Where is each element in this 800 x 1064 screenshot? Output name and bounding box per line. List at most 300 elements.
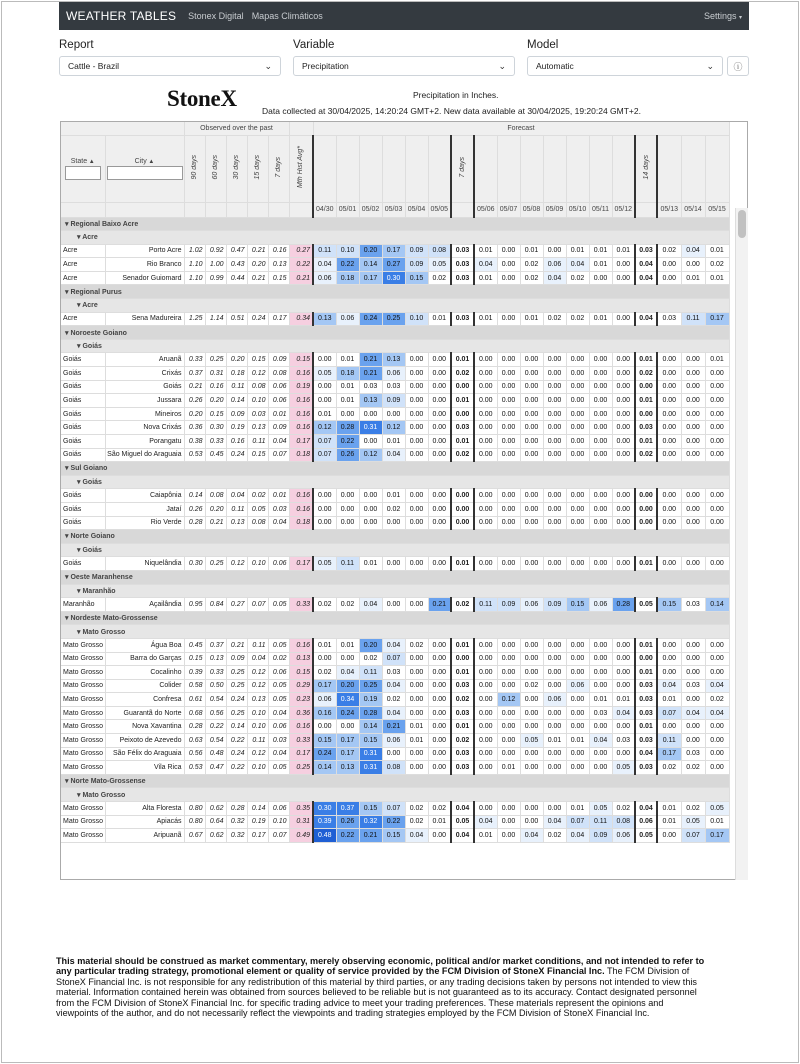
forecast-cell: 0.00 bbox=[589, 720, 612, 734]
forecast-cell: 0.00 bbox=[405, 353, 428, 367]
collapse-caret-icon: ▾ bbox=[77, 628, 83, 636]
region-group-cell[interactable] bbox=[61, 326, 729, 340]
forecast-cell: 0.00 bbox=[543, 244, 566, 258]
forecast-cell: 0.00 bbox=[543, 421, 566, 435]
forecast-cell: 0.14 bbox=[313, 761, 336, 775]
forecast-cell: 0.00 bbox=[497, 367, 520, 381]
forecast-cell: 0.00 bbox=[681, 448, 705, 462]
state-group-cell[interactable] bbox=[61, 584, 729, 598]
forecast-cell: 0.00 bbox=[681, 502, 705, 516]
forecast-cell: 0.28 bbox=[612, 598, 635, 612]
table-row[interactable] bbox=[61, 258, 729, 272]
forecast-cell: 0.03 bbox=[681, 747, 705, 761]
forecast-cell: 0.00 bbox=[543, 557, 566, 571]
forecast-cell: 0.00 bbox=[520, 666, 543, 680]
forecast-cell: 0.06 bbox=[566, 679, 589, 693]
forecast-cell: 0.04 bbox=[705, 679, 729, 693]
forecast-cell: 0.02 bbox=[681, 761, 705, 775]
forecast-cell: 0.03 bbox=[657, 312, 681, 326]
forecast-cell: 0.00 bbox=[474, 421, 497, 435]
hist-avg-cell: 0.16 bbox=[289, 394, 313, 408]
column-obs-header[interactable] bbox=[247, 135, 268, 202]
forecast-cell: 0.09 bbox=[405, 258, 428, 272]
forecast-cell: 0.15 bbox=[382, 829, 405, 843]
observed-cell: 0.20 bbox=[247, 258, 268, 272]
forecast-cell: 0.00 bbox=[474, 734, 497, 748]
forecast-cell: 0.04 bbox=[382, 706, 405, 720]
forecast-cell: 0.01 bbox=[566, 802, 589, 816]
hist-avg-cell: 0.49 bbox=[289, 829, 313, 843]
forecast-cell: 0.09 bbox=[497, 598, 520, 612]
region-group-row[interactable] bbox=[61, 774, 729, 788]
forecast-cell: 0.00 bbox=[612, 407, 635, 421]
observed-cell: 0.04 bbox=[268, 516, 289, 530]
scrollbar-thumb[interactable] bbox=[738, 210, 746, 238]
variable-select[interactable] bbox=[293, 56, 515, 76]
forecast-cell: 0.04 bbox=[474, 815, 497, 829]
header-column-row bbox=[61, 135, 729, 202]
region-name: Sul Goiano bbox=[70, 465, 108, 473]
table-row[interactable] bbox=[61, 652, 729, 666]
forecast-cell: 0.00 bbox=[566, 448, 589, 462]
forecast-cell: 0.01 bbox=[474, 312, 497, 326]
header-date-row bbox=[61, 202, 729, 217]
forecast-cell: 0.00 bbox=[543, 407, 566, 421]
city-filter-input[interactable] bbox=[107, 166, 183, 180]
app-title[interactable]: WEATHER TABLES bbox=[66, 9, 177, 23]
forecast-cell: 0.00 bbox=[497, 829, 520, 843]
hist-avg-cell: 0.15 bbox=[289, 353, 313, 367]
forecast-cell: 0.00 bbox=[566, 380, 589, 394]
forecast-header-spacer bbox=[589, 135, 612, 202]
table-scrollbar[interactable] bbox=[735, 208, 748, 880]
city-cell: Alta Floresta bbox=[105, 802, 184, 816]
city-cell: Porangatu bbox=[105, 435, 184, 449]
observed-cell: 0.25 bbox=[205, 557, 226, 571]
forecast-cell: 0.00 bbox=[566, 407, 589, 421]
forecast-cell: 0.00 bbox=[428, 557, 451, 571]
region-group-cell[interactable] bbox=[61, 530, 729, 544]
forecast-cell: 0.01 bbox=[705, 815, 729, 829]
table-row[interactable] bbox=[61, 367, 729, 381]
hist-avg-cell: 0.22 bbox=[289, 258, 313, 272]
observed-cell: 0.44 bbox=[226, 271, 247, 285]
state-cell: Goiás bbox=[61, 489, 105, 503]
info-icon: ⓘ bbox=[733, 61, 743, 72]
forecast-cell: 0.02 bbox=[313, 666, 336, 680]
settings-menu[interactable] bbox=[704, 11, 742, 21]
forecast-cell: 0.03 bbox=[589, 706, 612, 720]
table-row[interactable] bbox=[61, 802, 729, 816]
forecast-cell: 0.04 bbox=[566, 258, 589, 272]
forecast-cell: 0.15 bbox=[313, 734, 336, 748]
forecast-cell: 0.13 bbox=[313, 312, 336, 326]
header-blank-avg bbox=[289, 122, 313, 135]
observed-cell: 0.61 bbox=[184, 693, 205, 707]
forecast-cell: 0.01 bbox=[428, 312, 451, 326]
forecast-cell: 0.04 bbox=[336, 666, 359, 680]
forecast-cell: 0.00 bbox=[681, 489, 705, 503]
region-group-row[interactable] bbox=[61, 530, 729, 544]
forecast-cell: 0.00 bbox=[474, 353, 497, 367]
region-group-cell[interactable] bbox=[61, 462, 729, 476]
table-row[interactable] bbox=[61, 394, 729, 408]
forecast-header-spacer bbox=[520, 135, 543, 202]
forecast-header-spacer bbox=[681, 135, 705, 202]
forecast-cell: 0.00 bbox=[520, 802, 543, 816]
observed-cell: 0.11 bbox=[226, 380, 247, 394]
report-value: Cattle - Brazil bbox=[68, 61, 120, 71]
observed-cell: 0.16 bbox=[268, 244, 289, 258]
observed-cell: 0.06 bbox=[268, 380, 289, 394]
observed-cell: 0.12 bbox=[247, 666, 268, 680]
forecast-cell: 0.00 bbox=[612, 312, 635, 326]
forecast-cell: 0.00 bbox=[705, 652, 729, 666]
nav-link-stonex-digital[interactable]: Stonex Digital bbox=[188, 11, 244, 21]
forecast-cell: 0.00 bbox=[497, 312, 520, 326]
state-cell: Mato Grosso bbox=[61, 693, 105, 707]
forecast-cell: 0.21 bbox=[428, 598, 451, 612]
state-group-cell[interactable] bbox=[61, 543, 729, 557]
observed-cell: 0.14 bbox=[226, 394, 247, 408]
forecast-cell: 0.00 bbox=[428, 720, 451, 734]
14day-total-cell: 0.03 bbox=[635, 421, 657, 435]
date-header-spacer bbox=[289, 202, 313, 217]
forecast-cell: 0.04 bbox=[382, 638, 405, 652]
forecast-cell: 0.00 bbox=[313, 394, 336, 408]
region-group-row[interactable] bbox=[61, 611, 729, 625]
forecast-cell: 0.12 bbox=[382, 421, 405, 435]
obs-header-label: 60 days bbox=[212, 155, 219, 180]
forecast-cell: 0.00 bbox=[705, 720, 729, 734]
observed-cell: 0.09 bbox=[226, 407, 247, 421]
forecast-cell: 0.00 bbox=[566, 489, 589, 503]
city-cell: Caiapônia bbox=[105, 489, 184, 503]
forecast-cell: 0.07 bbox=[382, 802, 405, 816]
region-group-row[interactable] bbox=[61, 217, 729, 231]
forecast-cell: 0.00 bbox=[566, 666, 589, 680]
observed-cell: 0.02 bbox=[247, 489, 268, 503]
hist-avg-cell: 0.13 bbox=[289, 652, 313, 666]
forecast-cell: 0.01 bbox=[497, 761, 520, 775]
date-header: 05/05 bbox=[428, 202, 451, 217]
region-group-cell[interactable] bbox=[61, 570, 729, 584]
forecast-cell: 0.00 bbox=[428, 421, 451, 435]
forecast-cell: 0.00 bbox=[681, 421, 705, 435]
hist-avg-cell: 0.16 bbox=[289, 638, 313, 652]
state-group-cell[interactable] bbox=[61, 625, 729, 639]
observed-cell: 0.16 bbox=[226, 435, 247, 449]
table-row[interactable] bbox=[61, 720, 729, 734]
city-cell: Mineiros bbox=[105, 407, 184, 421]
info-button[interactable] bbox=[727, 56, 749, 76]
city-header-label: City bbox=[134, 157, 147, 165]
forecast-cell: 0.00 bbox=[705, 747, 729, 761]
7day-total-cell: 0.01 bbox=[451, 435, 474, 449]
table-row[interactable] bbox=[61, 407, 729, 421]
forecast-cell: 0.12 bbox=[313, 421, 336, 435]
observed-cell: 0.06 bbox=[268, 666, 289, 680]
forecast-cell: 0.00 bbox=[428, 394, 451, 408]
observed-cell: 0.22 bbox=[226, 761, 247, 775]
column-14days-header[interactable] bbox=[635, 135, 657, 202]
sort-icon: ▲ bbox=[87, 158, 95, 165]
forecast-cell: 0.13 bbox=[336, 761, 359, 775]
observed-cell: 0.62 bbox=[205, 802, 226, 816]
7day-total-cell: 0.02 bbox=[451, 598, 474, 612]
table-row[interactable] bbox=[61, 502, 729, 516]
table-row[interactable] bbox=[61, 761, 729, 775]
collapse-caret-icon: ▾ bbox=[65, 329, 71, 337]
forecast-cell: 0.31 bbox=[359, 421, 382, 435]
region-group-cell[interactable] bbox=[61, 611, 729, 625]
table-row[interactable] bbox=[61, 747, 729, 761]
observed-cell: 0.17 bbox=[268, 312, 289, 326]
date-header: 05/11 bbox=[589, 202, 612, 217]
observed-cell: 0.15 bbox=[268, 271, 289, 285]
observed-cell: 0.54 bbox=[205, 693, 226, 707]
forecast-cell: 0.00 bbox=[543, 706, 566, 720]
city-cell: Aripuanã bbox=[105, 829, 184, 843]
table-row[interactable] bbox=[61, 693, 729, 707]
observed-cell: 0.64 bbox=[205, 815, 226, 829]
hist-avg-cell: 0.33 bbox=[289, 598, 313, 612]
forecast-cell: 0.00 bbox=[382, 516, 405, 530]
forecast-cell: 0.30 bbox=[313, 802, 336, 816]
region-group-row[interactable] bbox=[61, 462, 729, 476]
state-group-cell[interactable] bbox=[61, 299, 729, 313]
state-group-row[interactable] bbox=[61, 788, 729, 802]
forecast-cell: 0.00 bbox=[543, 516, 566, 530]
hist-avg-cell: 0.18 bbox=[289, 448, 313, 462]
region-group-cell[interactable] bbox=[61, 217, 729, 231]
state-group-row[interactable] bbox=[61, 231, 729, 245]
hist-avg-cell: 0.17 bbox=[289, 435, 313, 449]
forecast-cell: 0.00 bbox=[589, 448, 612, 462]
forecast-cell: 0.01 bbox=[589, 244, 612, 258]
forecast-cell: 0.00 bbox=[497, 244, 520, 258]
column-avg-header[interactable] bbox=[289, 135, 313, 202]
forecast-cell: 0.00 bbox=[589, 761, 612, 775]
hist-avg-cell: 0.35 bbox=[289, 802, 313, 816]
forecast-cell: 0.01 bbox=[474, 829, 497, 843]
14day-total-cell: 0.01 bbox=[635, 638, 657, 652]
forecast-cell: 0.01 bbox=[474, 271, 497, 285]
forecast-header-spacer bbox=[359, 135, 382, 202]
table-row[interactable] bbox=[61, 353, 729, 367]
column-obs-header[interactable] bbox=[226, 135, 247, 202]
state-group-cell[interactable] bbox=[61, 788, 729, 802]
forecast-cell: 0.00 bbox=[681, 367, 705, 381]
state-group-row[interactable] bbox=[61, 543, 729, 557]
state-group-cell[interactable] bbox=[61, 231, 729, 245]
14day-total-cell: 0.01 bbox=[635, 353, 657, 367]
region-group-cell[interactable] bbox=[61, 774, 729, 788]
forecast-cell: 0.04 bbox=[405, 829, 428, 843]
table-row[interactable] bbox=[61, 815, 729, 829]
forecast-cell: 0.00 bbox=[497, 271, 520, 285]
state-group-row[interactable] bbox=[61, 625, 729, 639]
observed-cell: 0.08 bbox=[205, 489, 226, 503]
forecast-cell: 0.01 bbox=[474, 244, 497, 258]
forecast-cell: 0.00 bbox=[382, 598, 405, 612]
observed-cell: 0.47 bbox=[205, 761, 226, 775]
column-7days-header[interactable] bbox=[451, 135, 474, 202]
forecast-cell: 0.10 bbox=[405, 312, 428, 326]
14day-total-cell: 0.03 bbox=[635, 244, 657, 258]
forecast-cell: 0.09 bbox=[405, 244, 428, 258]
forecast-cell: 0.00 bbox=[313, 502, 336, 516]
forecast-cell: 0.00 bbox=[405, 557, 428, 571]
report-select[interactable] bbox=[59, 56, 281, 76]
table-row[interactable] bbox=[61, 421, 729, 435]
table-row[interactable] bbox=[61, 489, 729, 503]
region-group-cell[interactable] bbox=[61, 285, 729, 299]
state-group-row[interactable] bbox=[61, 584, 729, 598]
forecast-cell: 0.01 bbox=[705, 271, 729, 285]
observed-cell: 0.25 bbox=[226, 706, 247, 720]
state-cell: Mato Grosso bbox=[61, 802, 105, 816]
14day-total-cell: 0.01 bbox=[635, 666, 657, 680]
table-row[interactable] bbox=[61, 435, 729, 449]
forecast-cell: 0.04 bbox=[589, 734, 612, 748]
forecast-cell: 0.07 bbox=[681, 829, 705, 843]
column-obs-header[interactable] bbox=[184, 135, 205, 202]
table-row[interactable] bbox=[61, 598, 729, 612]
forecast-cell: 0.00 bbox=[497, 502, 520, 516]
observed-cell: 0.09 bbox=[268, 353, 289, 367]
forecast-cell: 0.00 bbox=[566, 421, 589, 435]
forecast-cell: 0.00 bbox=[474, 706, 497, 720]
forecast-cell: 0.02 bbox=[428, 802, 451, 816]
forecast-cell: 0.17 bbox=[313, 679, 336, 693]
forecast-cell: 0.00 bbox=[520, 516, 543, 530]
units-note: Precipitation in Inches. bbox=[413, 90, 499, 100]
forecast-cell: 0.25 bbox=[359, 679, 382, 693]
forecast-cell: 0.00 bbox=[520, 652, 543, 666]
forecast-cell: 0.01 bbox=[520, 312, 543, 326]
observed-cell: 0.45 bbox=[205, 448, 226, 462]
table-row[interactable] bbox=[61, 829, 729, 843]
forecast-header-spacer bbox=[705, 135, 729, 202]
7days-header-label: 7 days bbox=[459, 157, 466, 178]
state-group-cell[interactable] bbox=[61, 339, 729, 353]
forecast-cell: 0.00 bbox=[520, 502, 543, 516]
region-name: Norte Goiano bbox=[70, 533, 115, 541]
header-forecast: Forecast bbox=[313, 122, 729, 135]
forecast-cell: 0.00 bbox=[543, 353, 566, 367]
observed-cell: 0.48 bbox=[205, 747, 226, 761]
forecast-cell: 0.00 bbox=[428, 679, 451, 693]
forecast-cell: 0.07 bbox=[313, 448, 336, 462]
state-group-row[interactable] bbox=[61, 299, 729, 313]
city-cell: Crixás bbox=[105, 367, 184, 381]
model-value: Automatic bbox=[536, 61, 574, 71]
state-group-row[interactable] bbox=[61, 339, 729, 353]
observed-cell: 0.38 bbox=[184, 435, 205, 449]
weather-table bbox=[61, 122, 730, 843]
forecast-cell: 0.00 bbox=[589, 394, 612, 408]
observed-cell: 0.51 bbox=[226, 312, 247, 326]
column-obs-header[interactable] bbox=[268, 135, 289, 202]
observed-cell: 1.02 bbox=[184, 244, 205, 258]
table-row[interactable] bbox=[61, 557, 729, 571]
7day-total-cell: 0.02 bbox=[451, 367, 474, 381]
city-cell: Guarantã do Norte bbox=[105, 706, 184, 720]
forecast-cell: 0.28 bbox=[336, 421, 359, 435]
observed-cell: 0.14 bbox=[184, 489, 205, 503]
region-group-row[interactable] bbox=[61, 570, 729, 584]
forecast-cell: 0.17 bbox=[705, 829, 729, 843]
table-row[interactable] bbox=[61, 679, 729, 693]
table-row[interactable] bbox=[61, 271, 729, 285]
table-row[interactable] bbox=[61, 638, 729, 652]
nav-link-mapas[interactable]: Mapas Climáticos bbox=[251, 11, 323, 21]
state-group-cell[interactable] bbox=[61, 475, 729, 489]
forecast-cell: 0.00 bbox=[612, 557, 635, 571]
7day-total-cell: 0.03 bbox=[451, 258, 474, 272]
forecast-cell: 0.00 bbox=[566, 394, 589, 408]
table-row[interactable] bbox=[61, 448, 729, 462]
hist-avg-cell: 0.15 bbox=[289, 666, 313, 680]
column-state-header[interactable] bbox=[61, 135, 105, 202]
observed-cell: 0.33 bbox=[184, 353, 205, 367]
forecast-cell: 0.00 bbox=[543, 380, 566, 394]
state-cell: Goiás bbox=[61, 421, 105, 435]
column-city-header[interactable] bbox=[105, 135, 184, 202]
model-select[interactable] bbox=[527, 56, 723, 76]
forecast-cell: 0.00 bbox=[612, 353, 635, 367]
state-cell: Maranhão bbox=[61, 598, 105, 612]
obs-header-label: 90 days bbox=[191, 155, 198, 180]
forecast-cell: 0.00 bbox=[405, 693, 428, 707]
state-group-name: Goiás bbox=[82, 547, 102, 555]
forecast-cell: 0.00 bbox=[313, 489, 336, 503]
table-row[interactable] bbox=[61, 312, 729, 326]
column-obs-header[interactable] bbox=[205, 135, 226, 202]
7day-total-cell: 0.03 bbox=[451, 761, 474, 775]
forecast-cell: 0.00 bbox=[705, 557, 729, 571]
forecast-cell: 0.25 bbox=[382, 312, 405, 326]
forecast-cell: 0.00 bbox=[657, 435, 681, 449]
date-header: 05/10 bbox=[566, 202, 589, 217]
table-row[interactable] bbox=[61, 734, 729, 748]
state-group-row[interactable] bbox=[61, 475, 729, 489]
table-row[interactable] bbox=[61, 666, 729, 680]
table-row[interactable] bbox=[61, 244, 729, 258]
observed-cell: 0.10 bbox=[247, 720, 268, 734]
date-header: 05/02 bbox=[359, 202, 382, 217]
forecast-cell: 0.00 bbox=[428, 829, 451, 843]
table-row[interactable] bbox=[61, 380, 729, 394]
table-row[interactable] bbox=[61, 706, 729, 720]
forecast-cell: 0.00 bbox=[405, 502, 428, 516]
forecast-cell: 0.00 bbox=[543, 489, 566, 503]
forecast-cell: 0.00 bbox=[359, 435, 382, 449]
observed-cell: 0.07 bbox=[268, 829, 289, 843]
region-group-row[interactable] bbox=[61, 326, 729, 340]
state-filter-input[interactable] bbox=[65, 166, 101, 180]
observed-cell: 0.04 bbox=[268, 435, 289, 449]
region-group-row[interactable] bbox=[61, 285, 729, 299]
7day-total-cell: 0.00 bbox=[451, 407, 474, 421]
date-header: 05/12 bbox=[612, 202, 635, 217]
forecast-cell: 0.02 bbox=[405, 815, 428, 829]
forecast-cell: 0.00 bbox=[474, 489, 497, 503]
header-group-row bbox=[61, 122, 729, 135]
7day-total-cell: 0.03 bbox=[451, 679, 474, 693]
table-row[interactable] bbox=[61, 516, 729, 530]
